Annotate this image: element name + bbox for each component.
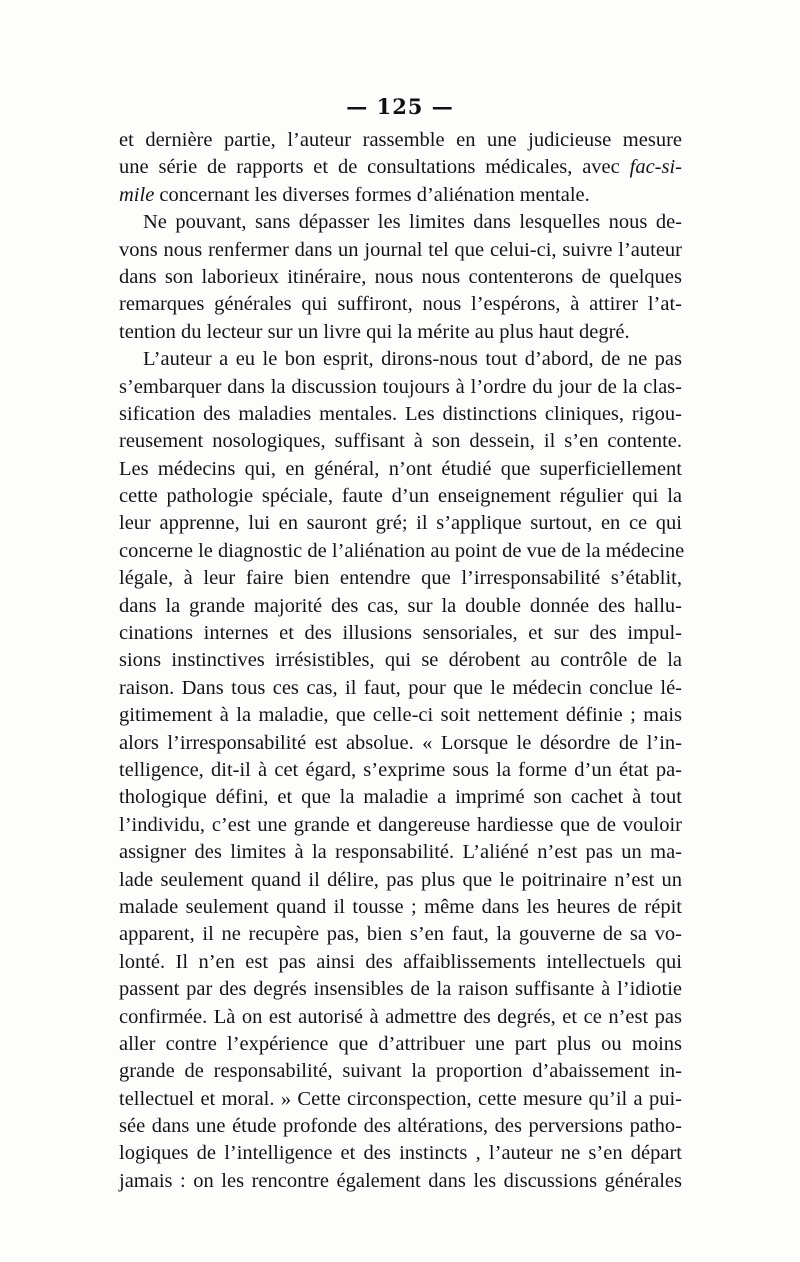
text-line: grande de responsabilité, suivant la proportion d’abaissement in- <box>119 1060 682 1083</box>
page-number: — 125 — <box>346 94 454 119</box>
text-line: passent par des degrés insensibles de la raison suffisante à l’idiotie <box>119 978 682 1001</box>
text-line: et dernière partie, l’auteur rassemble en une judicieuse mesure <box>119 129 682 151</box>
text-line: s’embarquer dans la discussion toujours à l’ordre du jour de la clas- <box>119 375 682 398</box>
text-line: dans son laborieux itinéraire, nous nous contenterons de quelques <box>119 265 682 288</box>
text-line: assigner des limites à la responsabilité. L’aliéné n’est pas un ma- <box>119 841 682 864</box>
text-line: aller contre l’expérience que d’attribuer une part plus ou moins <box>119 1032 682 1055</box>
text-line: reusement nosologiques, suffisant à son dessein, il s’en contente. <box>119 430 682 453</box>
text-line: mile concernant les diverses formes d’aliénation mentale. <box>119 183 590 206</box>
text-line: lonté. Il n’en est pas ainsi des affaiblissements intellectuels qui <box>119 950 682 973</box>
text-line: alors l’irresponsabilité est absolue. « Lorsque le désordre de l’in- <box>119 731 682 754</box>
paragraph <box>119 127 682 209</box>
text-line: vons nous renfermer dans un journal tel que celui-ci, suivre l’auteur <box>119 238 682 261</box>
text-line: sée dans une étude profonde des altérations, des perversions patho- <box>119 1115 682 1138</box>
text-line: sification des maladies mentales. Les distinctions cliniques, rigou- <box>119 402 682 425</box>
text-line: concerne le diagnostic de l’aliénation au point de vue de la médecine <box>119 539 685 562</box>
text-line: L’auteur a eu le bon esprit, dirons-nous tout d’abord, de ne pas <box>143 348 682 371</box>
text-line: thologique défini, et que la maladie a imprimé son cachet à tout <box>119 786 682 809</box>
text-line: confirmée. Là on est autorisé à admettre des degrés, et ce n’est pas <box>119 1005 682 1028</box>
text-line: tellectuel et moral. » Cette circonspection, cette mesure qu’il a pui- <box>119 1087 682 1110</box>
text-line: Ne pouvant, sans dépasser les limites dans lesquelles nous de- <box>143 211 682 234</box>
text-line: cette pathologie spéciale, faute d’un enseignement régulier qui la <box>119 485 682 508</box>
text-line: leur apprenne, lui en sauront gré; il s’applique surtout, en ce qui <box>119 512 682 535</box>
text-line: remarques générales qui suffiront, nous l’espérons, à attirer l’at- <box>119 293 682 316</box>
text-line: malade seulement quand il tousse ; même dans les heures de répit <box>119 895 682 918</box>
text-line: gitimement à la maladie, que celle-ci soit nettement définie ; mais <box>119 704 682 727</box>
italic-term: fac-si- <box>629 156 682 179</box>
text-line: telligence, dit-il à cet égard, s’exprime sous la forme d’un état pa- <box>119 758 682 781</box>
text-line: une série de rapports et de consultations médicales, avec fac-si- <box>119 156 682 179</box>
text-line: cinations internes et des illusions sensoriales, et sur des impul- <box>119 622 682 645</box>
text-line: sions instinctives irrésistibles, qui se dérobent au contrôle de la <box>119 649 682 672</box>
text-line: apparent, il ne recupère pas, bien s’en faut, la gouverne de sa vo- <box>119 923 682 946</box>
paragraph <box>119 209 682 346</box>
body-text <box>119 127 685 1195</box>
paragraph <box>119 346 685 1195</box>
text-line: dans la grande majorité des cas, sur la double donnée des hallu- <box>119 594 682 617</box>
text-line: tention du lecteur sur un livre qui la mérite au plus haut degré. <box>119 320 630 343</box>
text-line: l’individu, c’est une grande et dangereuse hardiesse que de vouloir <box>119 813 682 836</box>
italic-term: mile <box>119 183 155 206</box>
text-line: Les médecins qui, en général, n’ont étudié que superficiellement <box>119 457 682 480</box>
text-line: légale, à leur faire bien entendre que l’irresponsabilité s’établit, <box>119 567 682 590</box>
text-line: lade seulement quand il délire, pas plus que le poitrinaire n’est un <box>119 868 682 891</box>
text-line: raison. Dans tous ces cas, il faut, pour que le médecin conclue lé- <box>119 676 682 699</box>
text-line: jamais : on les rencontre également dans les discussions générales <box>119 1169 682 1192</box>
text-line: logiques de l’intelligence et des instincts , l’auteur ne s’en départ <box>119 1142 682 1165</box>
